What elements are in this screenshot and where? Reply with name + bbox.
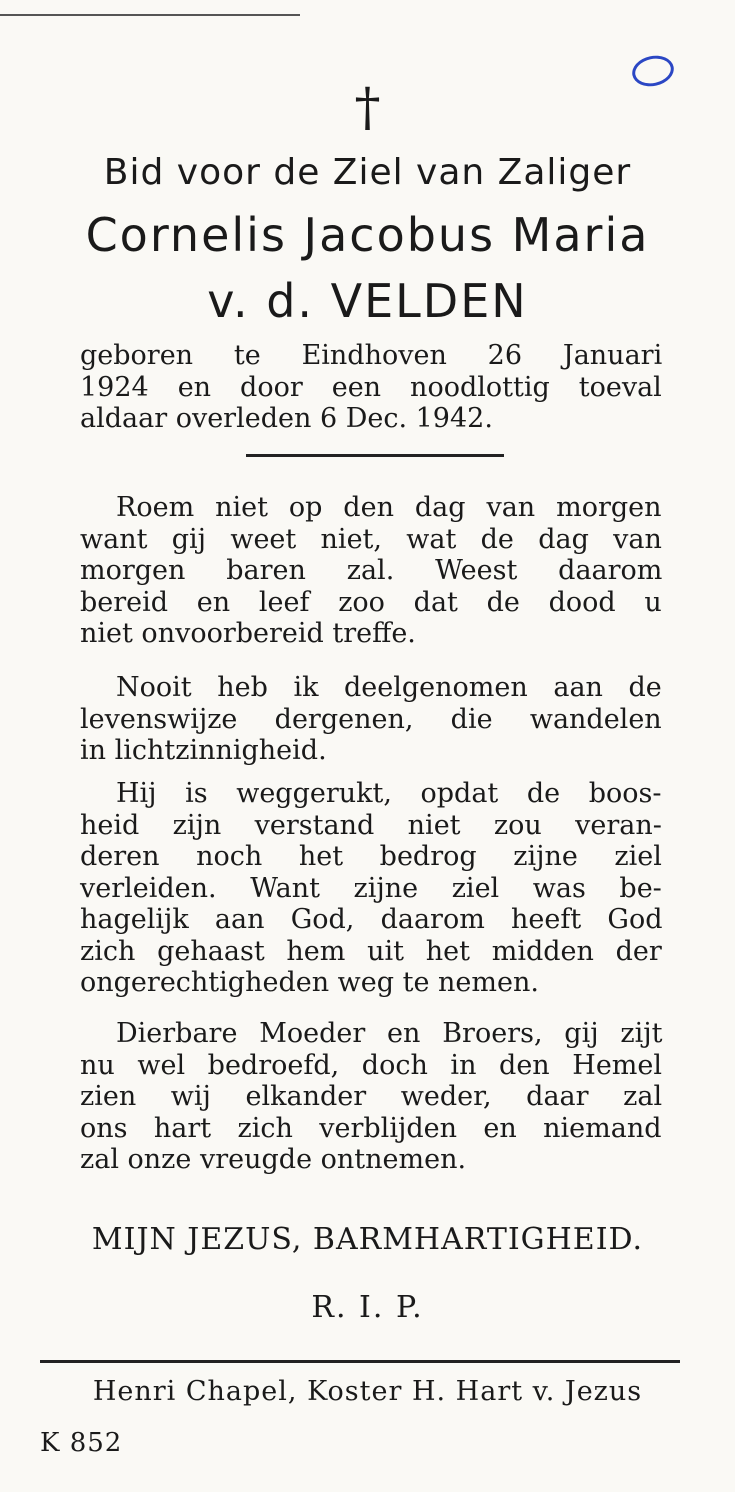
- dates-line: 1924 en door een noodlottig toeval: [80, 371, 662, 403]
- paragraph-line: Dierbare Moeder en Broers, gij zijt: [116, 1018, 663, 1049]
- top-edge-line: [0, 14, 300, 16]
- paragraph-1: [80, 492, 662, 650]
- deceased-given-names: Cornelis Jacobus Maria: [85, 208, 650, 262]
- prayer-heading: Bid voor de Ziel van Zaliger: [103, 152, 632, 193]
- paragraph-line: levenswijze dergenen, die wandelen: [80, 703, 662, 735]
- paragraph-line: deren noch het bedrog zijne ziel: [80, 841, 662, 872]
- closing-prayer: MIJN JEZUS, BARMHARTIGHEID.: [91, 1222, 644, 1257]
- paragraph-line: ons hart zich verblijden en niemand: [80, 1112, 662, 1144]
- printer-credit: Henri Chapel, Koster H. Hart v. Jezus: [92, 1376, 643, 1407]
- rip-text: R. I. P.: [311, 1290, 424, 1325]
- deceased-surname: v. d. VELDEN: [207, 274, 528, 328]
- dates-line: aldaar overleden 6 Dec. 1942.: [80, 403, 493, 434]
- catalog-code: K 852: [40, 1428, 123, 1458]
- divider: [246, 454, 504, 457]
- paragraph-line: Roem niet op den dag van morgen: [116, 492, 662, 523]
- paragraph-line: verleiden. Want zijne ziel was be-: [80, 872, 662, 904]
- paragraph-line: Nooit heb ik deelgenomen aan de: [116, 672, 662, 703]
- paragraph-line: want gij weet niet, wat de dag van: [80, 523, 662, 555]
- dates-line: geboren te Eindhoven 26 Januari: [80, 340, 663, 371]
- paragraph-2: [80, 672, 662, 767]
- birth-death-dates: [80, 340, 662, 435]
- paragraph-line: ongerechtigheden weg te nemen.: [80, 967, 539, 998]
- paragraph-3: [80, 778, 662, 999]
- paragraph-line: zich gehaast hem uit het midden der: [80, 935, 662, 967]
- paragraph-4: [80, 1018, 662, 1176]
- paragraph-line: nu wel bedroefd, doch in den Hemel: [80, 1049, 663, 1081]
- paragraph-line: hagelijk aan God, daarom heeft God: [80, 904, 663, 935]
- cross-icon: †: [354, 78, 381, 138]
- footer-divider: [40, 1360, 680, 1363]
- paragraph-line: bereid en leef zoo dat de dood u: [80, 586, 662, 618]
- paragraph-line: zal onze vreugde ontnemen.: [80, 1144, 467, 1175]
- paragraph-line: in lichtzinnigheid.: [80, 735, 327, 766]
- paragraph-line: zien wij elkander weder, daar zal: [80, 1081, 663, 1112]
- paragraph-line: morgen baren zal. Weest daarom: [80, 555, 663, 586]
- paragraph-line: Hij is weggerukt, opdat de boos-: [116, 778, 662, 809]
- paragraph-line: heid zijn verstand niet zou veran-: [80, 809, 662, 841]
- paragraph-line: niet onvoorbereid treffe.: [80, 618, 416, 649]
